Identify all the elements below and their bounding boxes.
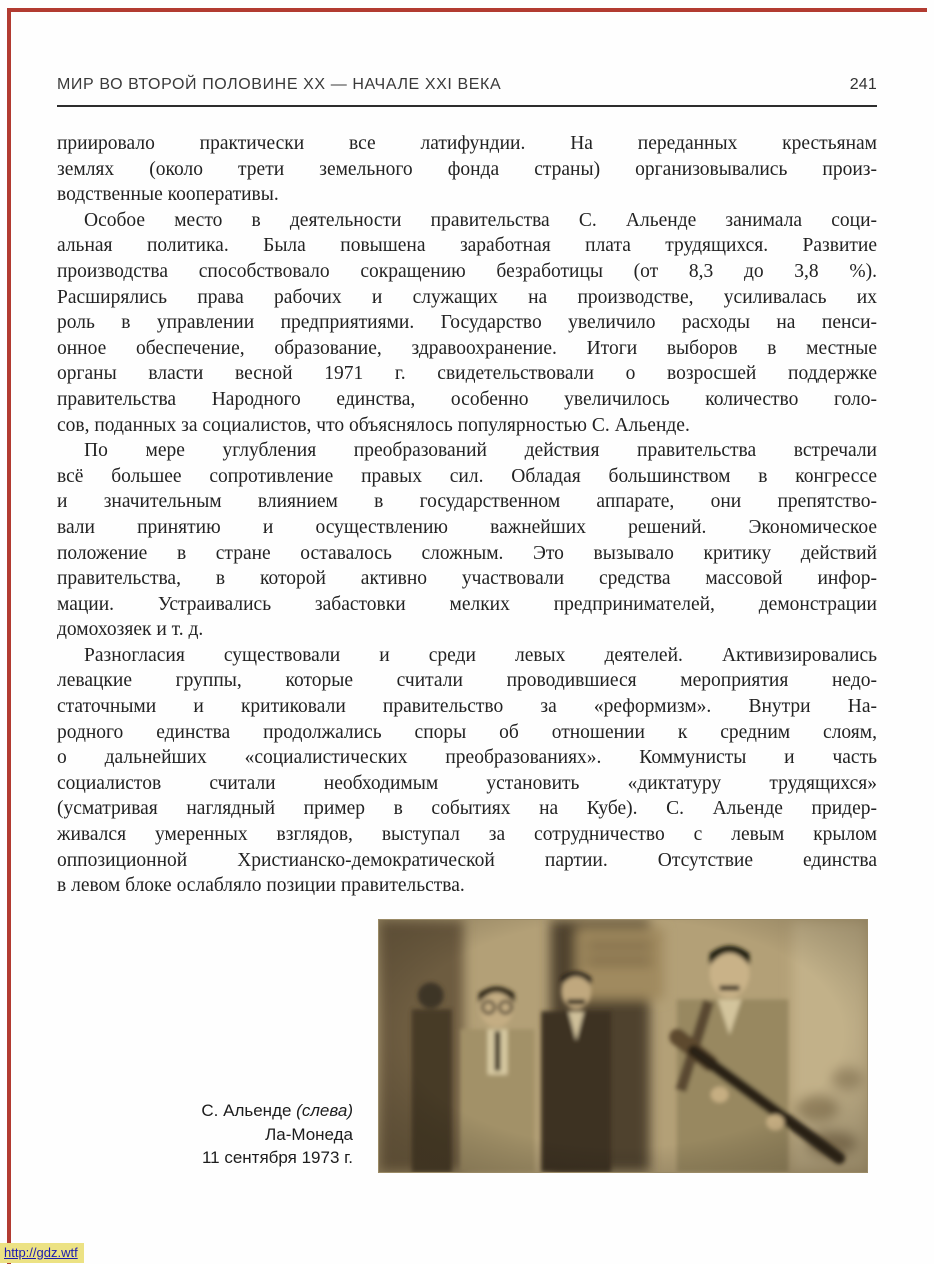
paragraph [57,131,877,208]
caption-line-1 [57,1099,353,1123]
header-rule [57,105,877,107]
text-line: мации. Устраивались забастовки мелких предпринимателей, демонстрации [57,593,877,615]
paragraph [57,438,877,643]
running-header-title: МИР ВО ВТОРОЙ ПОЛОВИНЕ XX — НАЧАЛЕ XXI ВЕКА [57,76,502,93]
article-text [57,131,877,899]
text-line: родного единства продолжались споры об отношении к средним слоям, [57,721,877,743]
text-line: сов, поданных за социалистов, что объяснялось популярностью С. Альенде. [57,414,690,436]
text-line: Особое место в деятельности правительства С. Альенде занимала соци- [84,209,877,231]
watermark-link[interactable]: http://gdz.wtf [0,1243,84,1263]
text-line: статочными и критиковали правительство за «реформизм». Внутри На- [57,696,877,718]
text-line: приировало практически все латифундии. На переданных крестьянам [57,133,877,154]
text-line: о дальнейших «социалистических преобразованиях». Коммунисты и часть [57,747,877,769]
text-line: положение в стране оставалось сложным. Это вызывало критику действий [57,542,877,564]
photo-illustration [379,920,867,1172]
text-line: Разногласия существовали и среди левых деятелей. Активизировались [84,644,877,666]
text-line: оппозиционной Христианско-демократической партии. Отсутствие единства [57,849,877,871]
text-line: землях (около трети земельного фонда страны) организовывались произ- [57,158,877,180]
caption-line-3: 11 сентября 1973 г. [201,1148,353,1167]
historical-photo [378,919,868,1173]
caption-name: С. Альенде [201,1101,297,1120]
text-line: и значительным влиянием в государственном аппарате, они препятство- [57,491,877,513]
text-line: левацкие группы, которые считали проводившиеся мероприятия недо- [57,670,877,692]
text-line: всё большее сопротивление правых сил. Обладая большинством в конгрессе [57,465,877,487]
page-edge-line-left [7,8,11,1264]
text-line: водственные кооперативы. [57,184,279,206]
text-line: онное обеспечение, образование, здравоохранение. Итоги выборов в местные [57,337,877,359]
photo-caption [57,1099,353,1170]
text-line: (усматривая наглядный пример в событиях на Кубе). С. Альенде придер- [57,798,877,820]
text-line: органы власти весной 1971 г. свидетельствовали о возросшей поддержке [57,363,877,385]
text-line: домохозяек и т. д. [57,619,204,641]
text-line: живался умеренных взглядов, выступал за сотрудничество с левым крылом [57,824,877,846]
text-line: в левом блоке ослабляло позиции правительства. [57,875,465,897]
caption-position-note: (слева) [296,1101,353,1120]
running-header [57,76,877,94]
text-line: роль в управлении предприятиями. Государство увеличило расходы на пенси- [57,312,877,334]
text-line: альная политика. Была повышена заработная плата трудящихся. Развитие [57,235,877,257]
text-line: социалистов считали необходимым установить «диктатуру трудящихся» [57,772,877,794]
caption-line-2: Ла-Монеда [265,1124,353,1144]
page-number: 241 [849,76,877,93]
text-line: правительства, в которой активно участвовали средства массовой инфор- [57,568,877,590]
text-line: По мере углубления преобразований действия правительства встречали [84,440,877,462]
text-line: производства способствовало сокращению безработицы (от 8,3 до 3,8 %). [57,260,877,282]
paragraph [57,208,877,438]
text-line: правительства Народного единства, особенно увеличилось количество голо- [57,388,877,410]
page-edge-line-top [7,8,927,12]
text-line: Расширялись права рабочих и служащих на производстве, усиливалась их [57,286,877,308]
paragraph [57,643,877,899]
text-line: вали принятию и осуществлению важнейших решений. Экономическое [57,516,877,538]
